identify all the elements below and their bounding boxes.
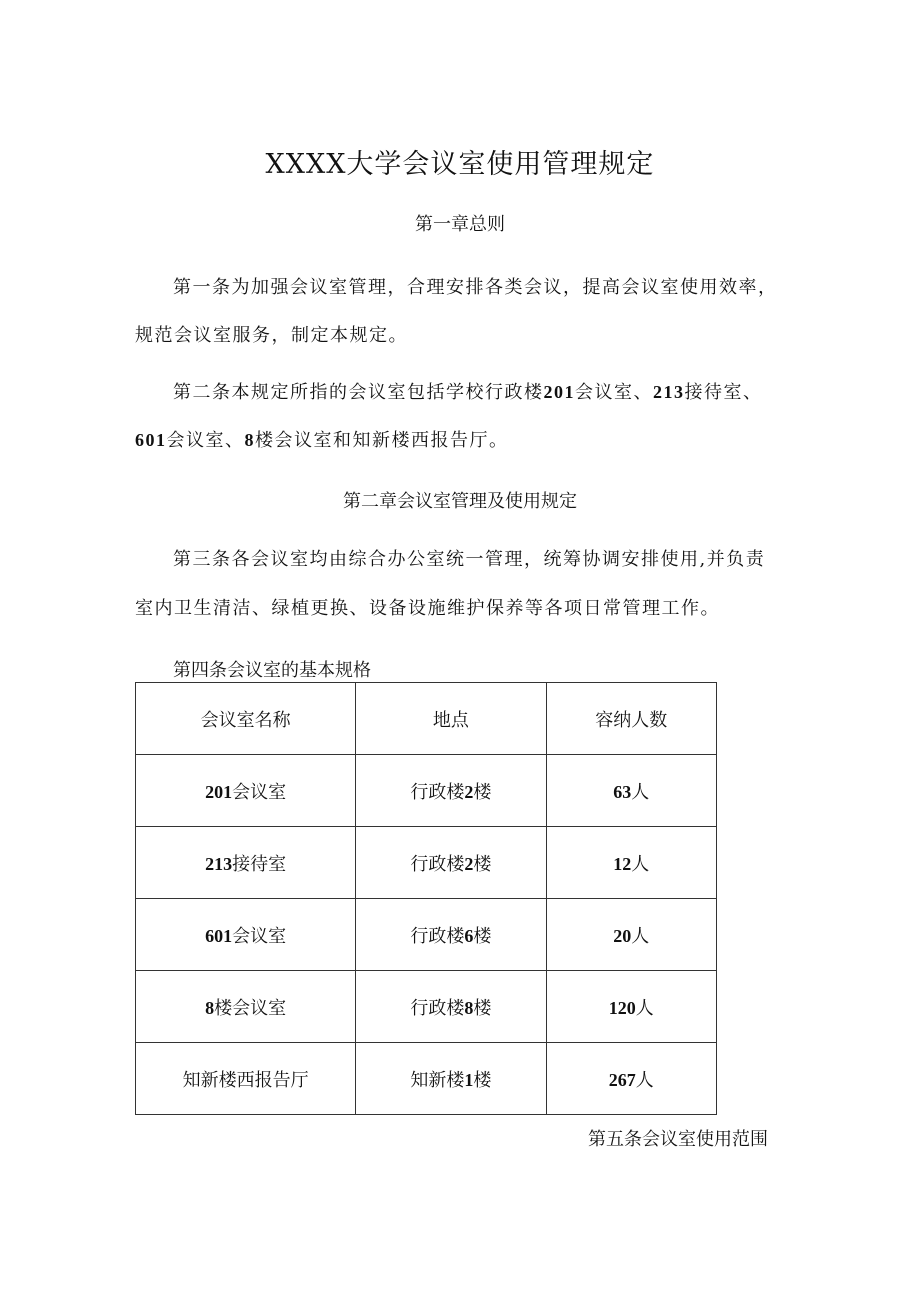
article-4-heading: 第四条会议室的基本规格 — [173, 660, 371, 681]
room-number: 213 — [205, 853, 233, 874]
header-location: 地点 — [356, 683, 546, 755]
room-name: 接待室 — [232, 853, 287, 875]
capacity-unit: 人 — [631, 781, 650, 803]
capacity-unit: 人 — [635, 997, 654, 1019]
room-spec-table — [135, 682, 717, 1115]
capacity-cell — [546, 1043, 716, 1115]
capacity-cell — [546, 755, 716, 827]
article-2-text: 接待室、 — [684, 382, 763, 403]
floor-number: 8 — [244, 430, 255, 450]
floor-number: 1 — [464, 1069, 474, 1090]
location-cell — [356, 971, 546, 1043]
capacity-number: 267 — [608, 1069, 636, 1090]
table-header-row — [136, 683, 717, 755]
room-name-cell — [136, 899, 356, 971]
capacity-unit: 人 — [631, 853, 650, 875]
header-room-name: 会议室名称 — [136, 683, 356, 755]
capacity-cell — [546, 971, 716, 1043]
location-cell — [356, 755, 546, 827]
building-name: 知新楼 — [410, 1069, 465, 1091]
document-title: XXXX大学会议室使用管理规定 — [265, 149, 655, 180]
floor-number: 2 — [464, 853, 474, 874]
room-number: 201 — [543, 382, 575, 402]
room-name: 知新楼西报告厅 — [182, 1069, 309, 1091]
article-2-text: 第二条本规定所指的会议室包括学校行政楼 — [173, 382, 544, 403]
table-row — [136, 827, 717, 899]
article-2-line-2 — [135, 426, 509, 452]
article-5-heading: 第五条会议室使用范围 — [588, 1129, 768, 1150]
floor-number: 6 — [464, 925, 474, 946]
floor-suffix: 楼 — [473, 853, 492, 875]
location-cell — [356, 1043, 546, 1115]
table-row — [136, 1043, 717, 1115]
capacity-number: 120 — [608, 997, 636, 1018]
building-name: 行政楼 — [410, 781, 465, 803]
chapter-2-heading: 第二章会议室管理及使用规定 — [343, 491, 577, 512]
capacity-number: 12 — [613, 853, 632, 874]
building-name: 行政楼 — [410, 925, 465, 947]
chapter-1-heading: 第一章总则 — [415, 214, 505, 235]
room-number: 601 — [135, 430, 167, 450]
article-2-line-1 — [173, 378, 763, 404]
capacity-unit: 人 — [635, 1069, 654, 1091]
capacity-number: 63 — [613, 781, 632, 802]
room-number: 601 — [205, 925, 233, 946]
article-2-text: 会议室、 — [166, 430, 245, 451]
header-capacity: 容纳人数 — [546, 683, 716, 755]
article-3-line-1: 第三条各会议室均由综合办公室统一管理，统筹协调安排使用,并负责 — [173, 549, 766, 570]
room-name: 楼会议室 — [214, 997, 287, 1019]
table-row — [136, 755, 717, 827]
room-name: 会议室 — [232, 925, 287, 947]
table-row — [136, 971, 717, 1043]
article-3-line-2: 室内卫生清洁、绿植更换、设备设施维护保养等各项日常管理工作。 — [135, 598, 720, 619]
room-number: 201 — [205, 781, 233, 802]
article-2-text: 会议室、 — [575, 382, 653, 403]
room-name: 会议室 — [232, 781, 287, 803]
floor-suffix: 楼 — [473, 925, 492, 947]
floor-number: 2 — [464, 781, 474, 802]
room-name-cell — [136, 971, 356, 1043]
table-row — [136, 899, 717, 971]
room-number: 213 — [653, 382, 685, 402]
article-1-line-2: 规范会议室服务，制定本规定。 — [135, 325, 408, 346]
capacity-number: 20 — [613, 925, 632, 946]
building-name: 行政楼 — [410, 853, 465, 875]
room-name-cell — [136, 827, 356, 899]
article-2-text: 楼会议室和知新楼西报告厅。 — [255, 430, 509, 451]
room-name-cell — [136, 1043, 356, 1115]
article-1-line-1: 第一条为加强会议室管理，合理安排各类会议，提高会议室使用效率， — [173, 277, 778, 298]
location-cell — [356, 827, 546, 899]
capacity-cell — [546, 827, 716, 899]
floor-suffix: 楼 — [473, 781, 492, 803]
building-name: 行政楼 — [410, 997, 465, 1019]
floor-suffix: 楼 — [473, 997, 492, 1019]
room-name-cell — [136, 755, 356, 827]
location-cell — [356, 899, 546, 971]
floor-number: 8 — [464, 997, 474, 1018]
floor-number: 8 — [205, 997, 215, 1018]
capacity-cell — [546, 899, 716, 971]
floor-suffix: 楼 — [473, 1069, 492, 1091]
capacity-unit: 人 — [631, 925, 650, 947]
